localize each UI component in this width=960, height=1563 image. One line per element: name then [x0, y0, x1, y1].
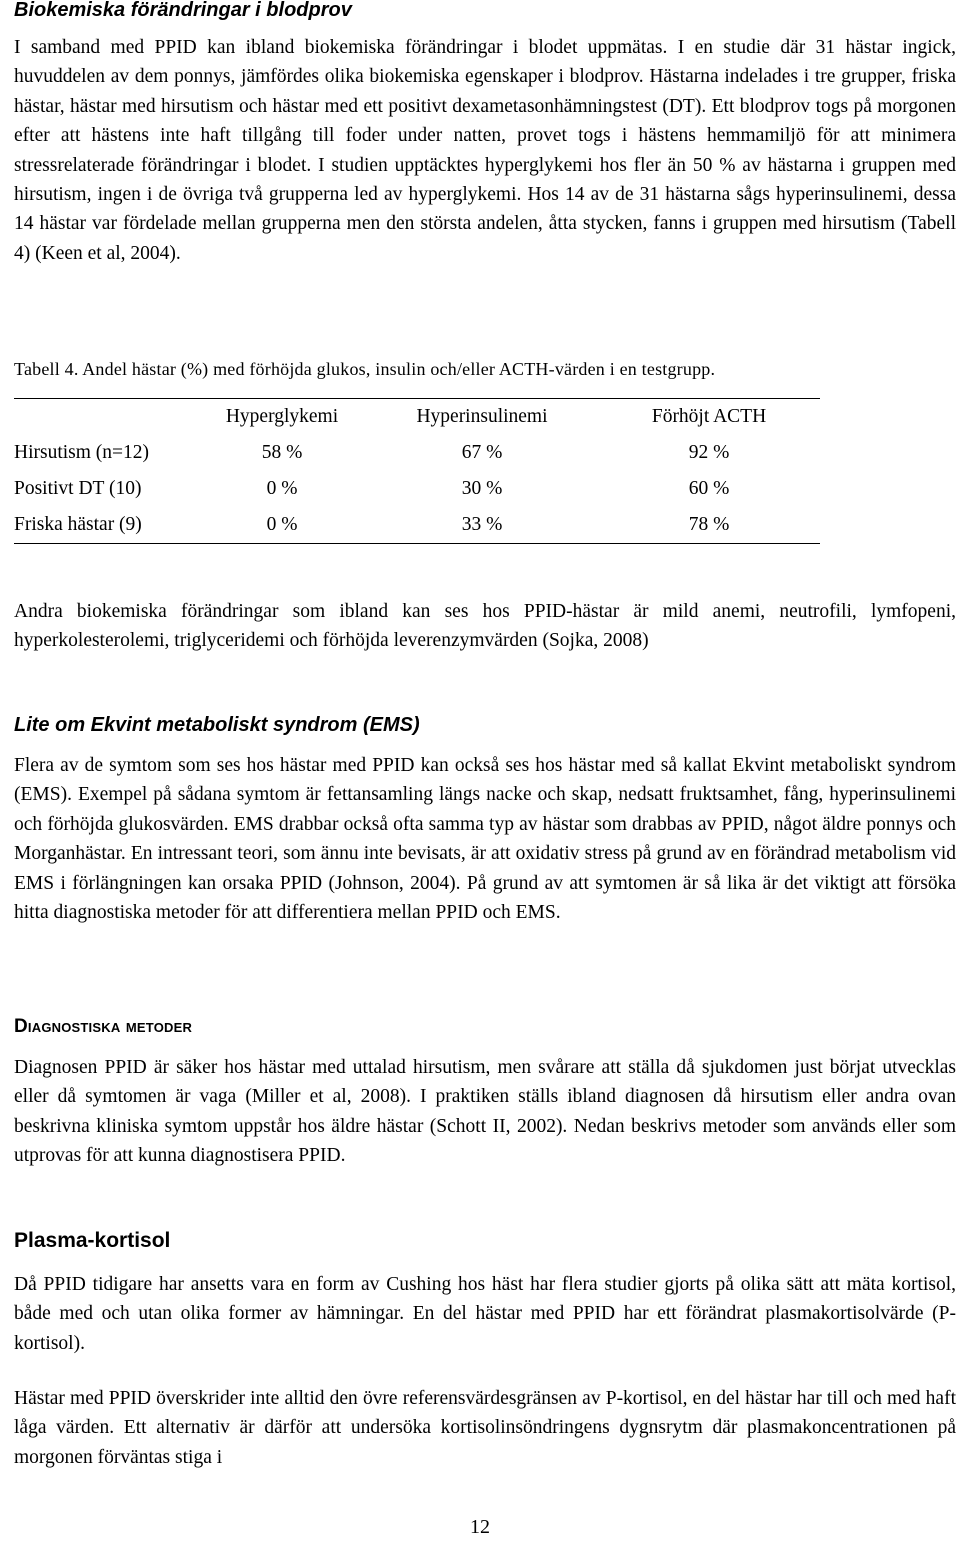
table-caption: Tabell 4. Andel hästar (%) med förhöjda glukos, insulin och/eller ACTH-värden i en testgrupp.: [14, 359, 716, 379]
table-cell: 58 %: [261, 442, 303, 463]
table-cell: 60 %: [688, 478, 730, 499]
table-header-cell: Förhöjt ACTH: [651, 406, 767, 427]
table-row: [14, 471, 820, 507]
table-cell: 92 %: [688, 442, 730, 463]
table-cell: 0 %: [266, 478, 298, 499]
paragraph-biochemical-changes: I samband med PPID kan ibland biokemiska förändringar i blodet uppmätas. I en studie där 31 hästar ingick, huvuddelen av dem ponnys, jämfördes olika biokemiska egenskaper i blodprov. Hästarna indelades i tre grupper, friska hästar, hästar med hirsutism och hästar med ett positivt dexametasonhämningstest (DT). Ett blodprov togs på morgonen efter att hästens inte haft tillgång till foder under natten, provet togs i hästens hemmamiljö för att minimera stressrelaterade förändringar i blodet. I studien upptäcktes hyperglykemi hos fler än 50 % av hästarna i gruppen med hirsutism, ingen i de övriga två grupperna led av hyperglykemi. Hos 14 av de 31 hästarna sågs hyperinsulinemi, dessa 14 hästar var fördelade mellan grupperna men den största andelen, åtta stycken, fanns i gruppen med hirsutism (Tabell 4) (Keen et al, 2004).: [14, 37, 956, 264]
table-header-row: [14, 399, 820, 436]
table-header-cell: [14, 399, 198, 436]
paragraph-other-changes: Andra biokemiska förändringar som ibland kan ses hos PPID-hästar är mild anemi, neutrofili, lymfopeni, hyperkolesterolemi, triglyceridemi och förhöjda leverenzymvärden (Sojka, 2008): [14, 601, 956, 652]
table-cell: 30 %: [461, 478, 503, 499]
table-row: [14, 507, 820, 544]
paragraph-ems: Flera av de symtom som ses hos hästar med PPID kan också ses hos hästar med så kallat Ekvint metaboliskt syndrom (EMS). Exempel på sådana symtom är fettansamling längs nacke och skap, nedsatt fruktsamhet, fång, hyperinsulinemi och förhöjda glukosvärden. EMS drabbar också ofta samma typ av hästar som drabbas av PPID, något äldre ponnys och Morganhästar. En intressant teori, som ännu inte bevisats, är att oxidativ stress på grund av en förändrad metabolism vid EMS i förlängningen kan orsaka PPID (Johnson, 2004). På grund av att symtomen är så lika är det viktigt att försöka hitta diagnostiska metoder för att differentiera mellan PPID och EMS.: [14, 755, 956, 924]
paragraph-plasma-cortisol-1: Då PPID tidigare har ansetts vara en form av Cushing hos häst har flera studier gjorts på olika sätt att mäta kortisol, både med och utan olika former av hämningar. En del hästar med PPID har ett förändrat plasmakortisolvärde (P-kortisol).: [14, 1274, 956, 1354]
table-header-cell: Hyperinsulinemi: [416, 406, 548, 427]
table-header-cell: Hyperglykemi: [225, 406, 339, 427]
table-row-label: Friska hästar (9): [14, 514, 142, 535]
table-row-label: Positivt DT (10): [14, 478, 142, 499]
section-heading-biochemical-changes: Biokemiska förändringar i blodprov: [14, 0, 352, 21]
table-row: [14, 435, 820, 471]
section-heading-diagnostic-methods: Diagnostiska metoder: [14, 1016, 193, 1037]
table-cell: 0 %: [266, 514, 298, 535]
table-row-label: Hirsutism (n=12): [14, 442, 150, 463]
section-heading-ems: Lite om Ekvint metaboliskt syndrom (EMS): [14, 714, 420, 736]
section-heading-plasma-cortisol: Plasma-kortisol: [14, 1229, 171, 1252]
data-table: [14, 398, 820, 544]
paragraph-diagnostic-methods: Diagnosen PPID är säker hos hästar med uttalad hirsutism, men svårare att ställa då sjukdomen just börjat utvecklas eller då symtomen är vaga (Miller et al, 2008). I praktiken ställs ibland diagnosen då hirsutism eller andra ovan beskrivna kliniska symtom uppstår hos äldre hästar (Schott II, 2002). Nedan beskrivs metoder som används eller som utprovas för att kunna diagnostisera PPID.: [14, 1057, 956, 1167]
table-cell: 33 %: [461, 514, 503, 535]
paragraph-plasma-cortisol-2: Hästar med PPID överskrider inte alltid den övre referensvärdesgränsen av P-kortisol, en del hästar har till och med haft låga värden. Ett alternativ är därför att undersöka kortisolinsöndringens dygnsrytm där plasmakoncentrationen på morgonen förväntas stiga i: [14, 1388, 956, 1468]
page-number: 12: [470, 1516, 490, 1538]
table-cell: 78 %: [688, 514, 730, 535]
table-cell: 67 %: [461, 442, 503, 463]
